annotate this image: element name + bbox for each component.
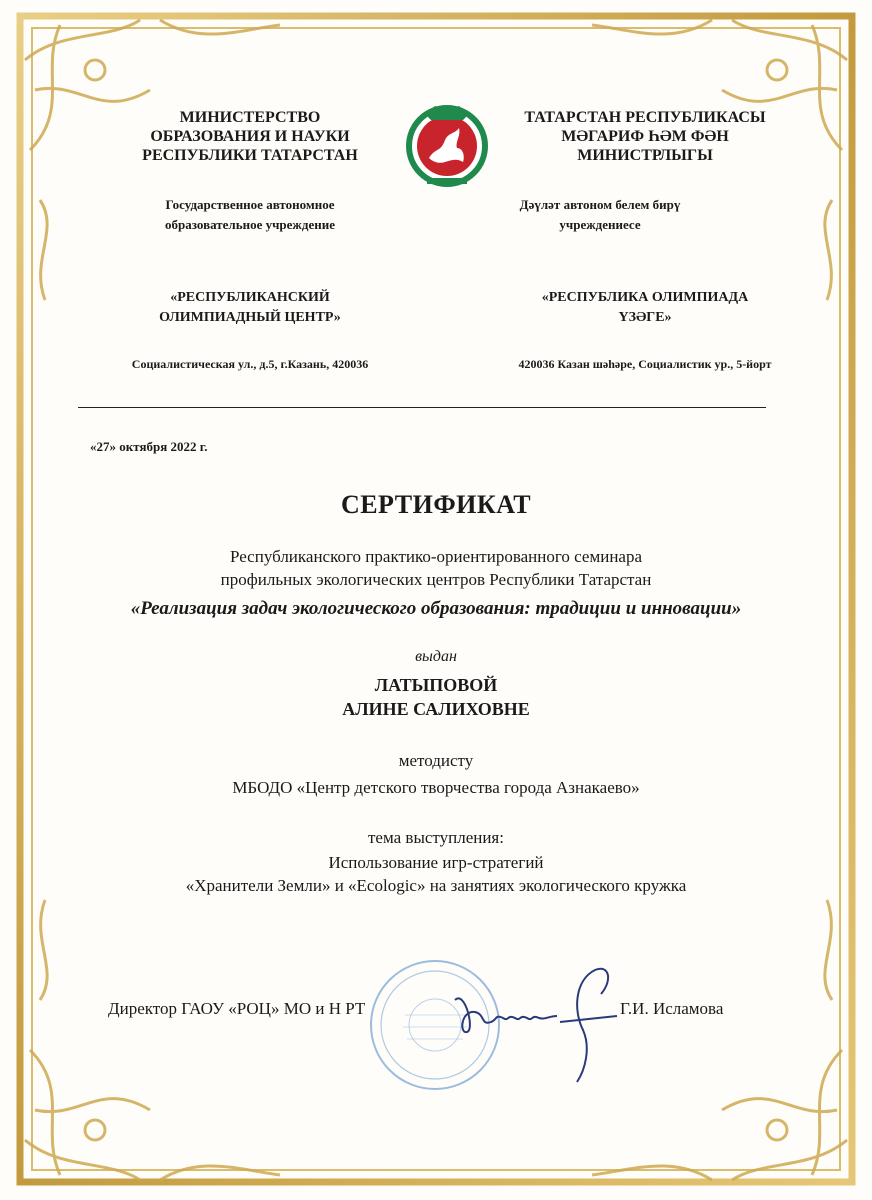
event-name: «Реализация задач экологического образования: традиции и инновации» [130, 598, 742, 619]
recipient-organization: МБОДО «Центр детского творчества города Азнакаево» [232, 778, 640, 797]
recipient-name: ЛАТЫПОВОЙ АЛИНЕ САЛИХОВНЕ [342, 675, 530, 719]
center-name-ru: «РЕСПУБЛИКАНСКИЙ ОЛИМПИАДНЫЙ ЦЕНТР» [159, 290, 341, 325]
director-label: Директор ГАОУ «РОЦ» МО и Н РТ [108, 999, 366, 1018]
center-name-tt: «РЕСПУБЛИКА ОЛИМПИАДА ҮЗӘГЕ» [541, 290, 749, 325]
issue-date: «27» октября 2022 г. [90, 439, 208, 454]
corner-ornament-bottom-left [25, 900, 280, 1180]
ministry-title-tt: ТАТАРСТАН РЕСПУБЛИКАСЫ МӘГАРИФ ҺӘМ ФӘН МИНИСТРЛЫГЫ [524, 109, 766, 164]
director-name: Г.И. Исламова [620, 999, 724, 1018]
ministry-title-ru: МИНИСТЕРСТВО ОБРАЗОВАНИЯ И НАУКИ РЕСПУБЛИКИ ТАТАРСТАН [142, 109, 358, 164]
tatarstan-emblem [405, 100, 489, 190]
topic-text: Использование игр-стратегий «Хранители Земли» и «Ecologic» на занятиях экологического кружка [185, 853, 687, 895]
header-divider [78, 407, 766, 408]
recipient-position: методисту [398, 751, 474, 770]
institution-type-ru: Государственное автономное образовательное учреждение [165, 197, 335, 232]
corner-ornament-bottom-right [592, 900, 847, 1180]
certificate-title: СЕРТИФИКАТ [340, 490, 532, 519]
address-ru: Социалистическая ул., д.5, г.Казань, 420036 [131, 357, 369, 371]
issued-label: выдан [415, 648, 457, 665]
topic-label: тема выступления: [368, 828, 504, 847]
institution-type-tt: Дәүләт автоном белем бирү учреждениесе [519, 197, 681, 232]
address-tt: 420036 Казан шәһәре, Социалистик ур., 5-йорт [518, 357, 772, 371]
event-description: Республиканского практико-ориентированного семинара профильных экологических центров Республики Татарстан [220, 547, 652, 589]
director-signature [445, 960, 625, 1090]
